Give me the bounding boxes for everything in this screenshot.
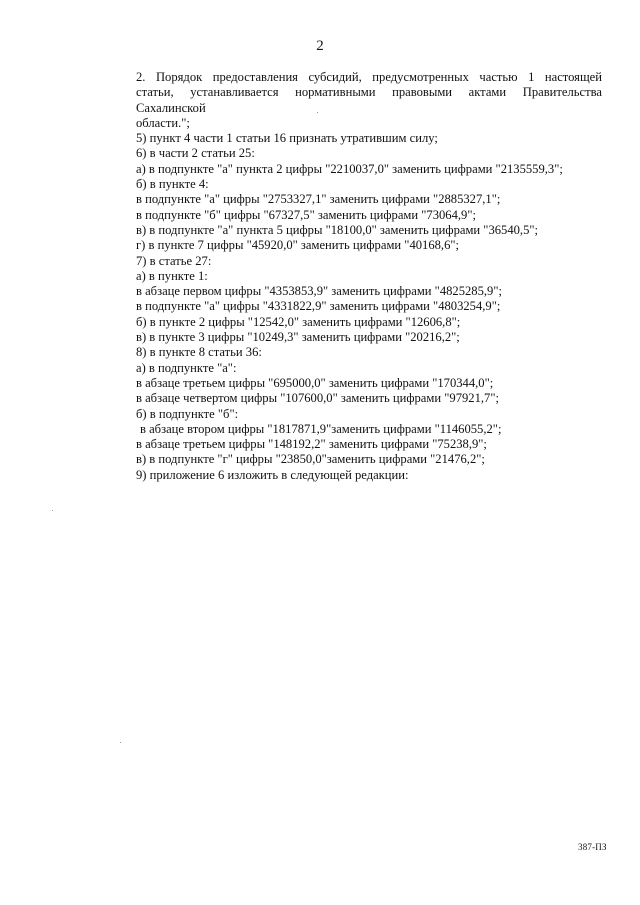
item-6-b: б) в пункте 4: xyxy=(136,177,209,192)
paragraph-2 xyxy=(136,70,602,131)
item-8-v: в) в подпункте "г" цифры "23850,0"заменить цифрами "21476,2"; xyxy=(136,452,485,467)
item-8: 8) в пункте 8 статьи 36: xyxy=(136,345,262,360)
paragraph-2-line-1: 2. Порядок предоставления субсидий, предусмотренных частью 1 настоящей xyxy=(136,70,602,84)
item-6: 6) в части 2 статьи 25: xyxy=(136,146,255,161)
item-9: 9) приложение 6 изложить в следующей редакции: xyxy=(136,467,409,482)
scan-speck xyxy=(317,112,318,113)
scan-speck xyxy=(52,510,53,511)
item-6-b-sub-a: в подпункте "а" цифры "2753327,1" заменить цифрами "2885327,1"; xyxy=(136,192,501,207)
item-7-a-sub-a: в подпункте "а" цифры "4331822,9" заменить цифрами "4803254,9"; xyxy=(136,299,501,314)
item-7-v: в) в пункте 3 цифры "10249,3" заменить цифрами "20216,2"; xyxy=(136,330,460,345)
item-6-b-sub-b: в подпункте "б" цифры "67327,5" заменить цифрами "73064,9"; xyxy=(136,207,476,222)
item-8-b-para-3: в абзаце третьем цифры "148192,2" заменить цифрами "75238,9"; xyxy=(136,437,487,452)
page-number: 2 xyxy=(316,38,324,54)
item-8-a: а) в подпункте "а": xyxy=(136,360,237,375)
item-6-g: г) в пункте 7 цифры "45920,0" заменить цифрами "40168,6"; xyxy=(136,238,460,253)
item-7-a: а) в пункте 1: xyxy=(136,268,208,283)
paragraph-2-line-2: статьи, устанавливается нормативными правовыми актами Правительства Сахалинской xyxy=(136,85,602,115)
document-body xyxy=(136,70,602,483)
scan-speck xyxy=(120,742,121,743)
item-8-a-para-4: в абзаце четвертом цифры "107600,0" заменить цифрами "97921,7"; xyxy=(136,391,499,406)
item-7-b: б) в пункте 2 цифры "12542,0" заменить цифрами "12606,8"; xyxy=(136,314,461,329)
paragraph-2-line-3: области."; xyxy=(136,115,190,130)
item-6-v: в) в подпункте "а" пункта 5 цифры "18100,0" заменить цифрами "36540,5"; xyxy=(136,222,539,237)
document-code: 387-ПЗ xyxy=(578,842,607,852)
item-5: 5) пункт 4 части 1 статьи 16 признать утратившим силу; xyxy=(136,131,438,146)
item-7-a-para-1: в абзаце первом цифры "4353853,9" заменить цифрами "4825285,9"; xyxy=(136,284,502,299)
item-8-b-para-2: в абзаце втором цифры "1817871,9"заменить цифрами "1146055,2"; xyxy=(140,421,502,436)
item-6-a: а) в подпункте "а" пункта 2 цифры "2210037,0" заменить цифрами "2135559,3"; xyxy=(136,161,563,176)
item-7: 7) в статье 27: xyxy=(136,253,212,268)
item-8-b: б) в подпункте "б": xyxy=(136,406,239,421)
item-8-a-para-3: в абзаце третьем цифры "695000,0" заменить цифрами "170344,0"; xyxy=(136,375,494,390)
